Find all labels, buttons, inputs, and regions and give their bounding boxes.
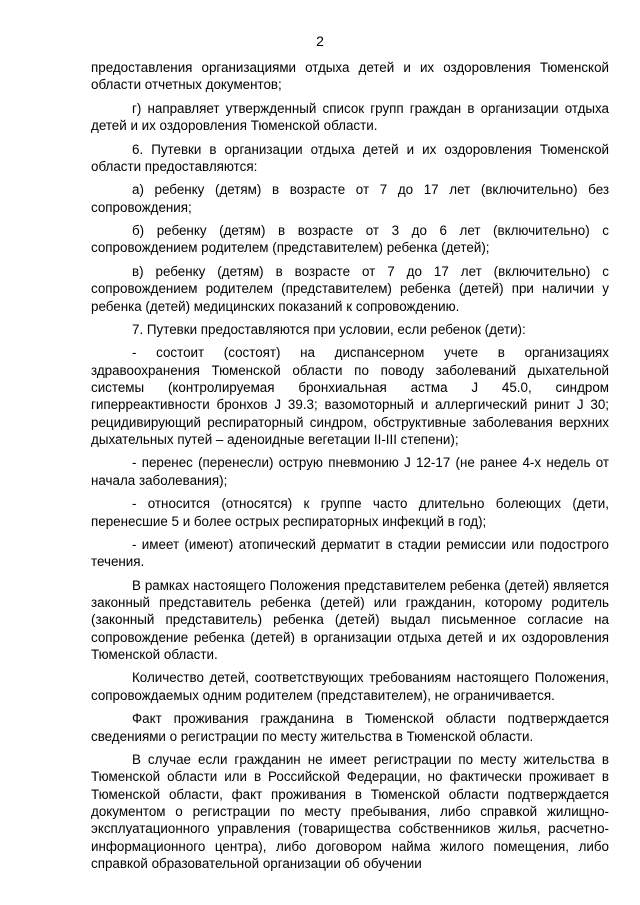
document-body <box>91 59 609 878</box>
paragraph: - состоит (состоят) на диспансерном учете в организациях здравоохранения Тюменской области по поводу заболеваний дыхательной системы (контролируемая бронхиальная астма J 45.0, синдром гиперреактивности бронхов J 39.3; вазомоторный и аллергический ринит J 30; рецидивирующий респираторный синдром, обструктивные заболевания верхних дыхательных путей – аденоидные вегетации II-III степени); <box>91 345 609 447</box>
paragraph: В случае если гражданин не имеет регистрации по месту жительства в Тюменской области или в Российской Федерации, но фактически проживает в Тюменской области, факт проживания в Тюменской области подтверждается документом о регистрации по месту пребывания, либо справкой жилищно-эксплуатационного управления (товарищества собственников жилья, расчетно-информационного центра), либо договором найма жилого помещения, либо справкой образовательной организации об обучении <box>91 752 609 871</box>
paragraph: - перенес (перенесли) острую пневмонию J 12-17 (не ранее 4-х недель от начала заболевания); <box>91 455 609 488</box>
paragraph: в) ребенку (детям) в возрасте от 7 до 17 лет (включительно) с сопровождением родителем (представителем) ребенка (детей) при наличии у ребенка (детей) медицинских показаний к сопровождению. <box>91 263 609 314</box>
paragraph: 7. Путевки предоставляются при условии, если ребенок (дети): <box>132 321 526 337</box>
paragraph: - относится (относятся) к группе часто длительно болеющих (дети, перенесшие 5 и более острых респираторных инфекций в год); <box>91 496 609 529</box>
paragraph: г) направляет утвержденный список групп граждан в организации отдыха детей и их оздоровления Тюменской области. <box>91 100 609 134</box>
paragraph: 6. Путевки в организации отдыха детей и их оздоровления Тюменской области предоставляются: <box>91 141 609 174</box>
paragraph: а) ребенку (детям) в возрасте от 7 до 17 лет (включительно) без сопровождения; <box>91 182 609 215</box>
paragraph: В рамках настоящего Положения представителем ребенка (детей) является законный представитель ребенка (детей) или гражданин, которому родитель (законный представитель) ребенка (детей) выдал письменное согласие на сопровождение ребенка (детей) в организации отдыха детей и их оздоровления Тюменской области. <box>91 577 609 662</box>
paragraph: б) ребенку (детям) в возрасте от 3 до 6 лет (включительно) с сопровождением родителем (представителем) ребенка (детей); <box>91 223 609 256</box>
paragraph: - имеет (имеют) атопический дерматит в стадии ремиссии или подострого течения. <box>91 537 609 570</box>
page-number: 2 <box>316 33 324 49</box>
paragraph: предоставления организациями отдыха детей и их оздоровления Тюменской области отчетных документов; <box>91 60 609 93</box>
paragraph: Факт проживания гражданина в Тюменской области подтверждается сведениями о регистрации по месту жительства в Тюменской области. <box>91 711 609 744</box>
paragraph: Количество детей, соответствующих требованиям настоящего Положения, сопровождаемых одним родителем (представителем), не ограничивается. <box>91 670 609 703</box>
